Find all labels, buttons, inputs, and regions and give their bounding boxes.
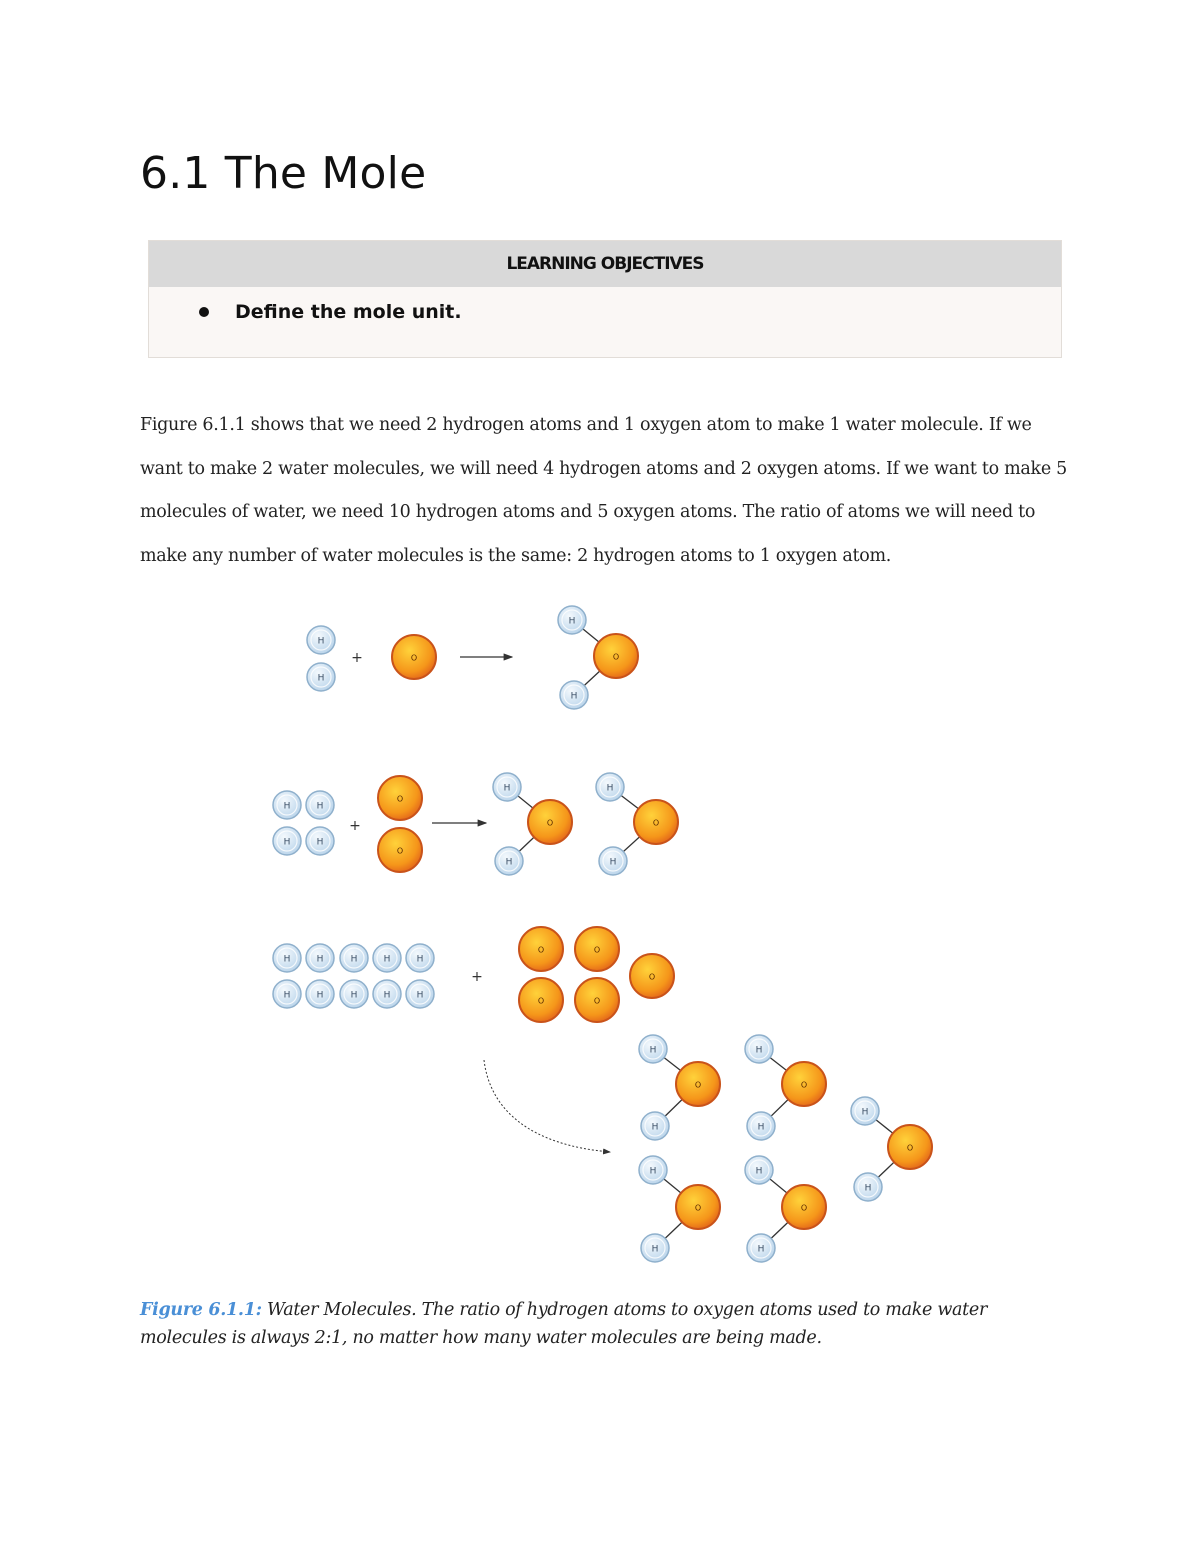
hydrogen-atom bbox=[493, 773, 521, 801]
oxygen-symbol: O bbox=[800, 1203, 808, 1213]
hydrogen-symbol: H bbox=[350, 990, 358, 1001]
oxygen-atom bbox=[782, 1062, 826, 1106]
hydrogen-atom bbox=[641, 1234, 669, 1262]
water-molecules-figure bbox=[0, 590, 1200, 1270]
plus-sign: + bbox=[471, 969, 483, 985]
reaction-arrow bbox=[484, 1060, 610, 1152]
oxygen-symbol: O bbox=[593, 996, 601, 1006]
hydrogen-atom bbox=[307, 626, 335, 654]
oxygen-symbol: O bbox=[612, 652, 620, 662]
figure-caption bbox=[140, 1296, 1070, 1352]
hydrogen-atom bbox=[851, 1097, 879, 1125]
body-paragraph: Figure 6.1.1 shows that we need 2 hydrogen atoms and 1 oxygen atom to make 1 water molecule. If we want to make 2 water molecules, we will need 4 hydrogen atoms and 2 oxygen atoms. If we want to make 5 molecules of water, we need 10 hydrogen atoms and 5 oxygen atoms. The ratio of atoms we will need to make any number of water molecules is the same: 2 hydrogen atoms to 1 oxygen atom. bbox=[140, 415, 1067, 566]
learning-objective-item bbox=[199, 301, 1061, 323]
learning-objectives-header: LEARNING OBJECTIVES bbox=[149, 241, 1061, 287]
oxygen-symbol: O bbox=[652, 818, 660, 828]
learning-objectives-box bbox=[148, 240, 1062, 358]
hydrogen-atom bbox=[306, 944, 334, 972]
oxygen-symbol: O bbox=[593, 945, 601, 955]
hydrogen-symbol: H bbox=[383, 990, 391, 1001]
oxygen-atom bbox=[888, 1125, 932, 1169]
hydrogen-atom bbox=[560, 681, 588, 709]
learning-objective-text: Define the mole unit. bbox=[235, 301, 462, 323]
hydrogen-symbol: H bbox=[416, 954, 424, 965]
oxygen-atom bbox=[676, 1185, 720, 1229]
hydrogen-atom bbox=[641, 1112, 669, 1140]
hydrogen-atom bbox=[306, 827, 334, 855]
hydrogen-atom bbox=[406, 944, 434, 972]
hydrogen-atom bbox=[273, 791, 301, 819]
hydrogen-atom bbox=[495, 847, 523, 875]
oxygen-atom bbox=[594, 634, 638, 678]
oxygen-atom bbox=[392, 635, 436, 679]
hydrogen-atom bbox=[745, 1156, 773, 1184]
hydrogen-symbol: H bbox=[383, 954, 391, 965]
oxygen-symbol: O bbox=[648, 972, 656, 982]
hydrogen-atom bbox=[273, 827, 301, 855]
hydrogen-symbol: H bbox=[755, 1166, 763, 1177]
hydrogen-atom bbox=[639, 1035, 667, 1063]
hydrogen-atom bbox=[406, 980, 434, 1008]
hydrogen-symbol: H bbox=[316, 990, 324, 1001]
oxygen-atom bbox=[519, 927, 563, 971]
hydrogen-symbol: H bbox=[316, 954, 324, 965]
hydrogen-atom bbox=[599, 847, 627, 875]
hydrogen-symbol: H bbox=[864, 1183, 872, 1194]
figure-caption-label: Figure 6.1.1: bbox=[140, 1300, 262, 1320]
hydrogen-symbol: H bbox=[283, 990, 291, 1001]
hydrogen-symbol: H bbox=[316, 837, 324, 848]
hydrogen-symbol: H bbox=[609, 857, 617, 868]
hydrogen-symbol: H bbox=[283, 837, 291, 848]
figure-caption-text: Water Molecules. The ratio of hydrogen atoms to oxygen atoms used to make water molecules is always 2:1, no matter how many water molecules are being made. bbox=[140, 1300, 988, 1348]
oxygen-symbol: O bbox=[396, 846, 404, 856]
hydrogen-symbol: H bbox=[757, 1122, 765, 1133]
hydrogen-atom bbox=[306, 791, 334, 819]
hydrogen-atom bbox=[745, 1035, 773, 1063]
oxygen-atom bbox=[528, 800, 572, 844]
hydrogen-symbol: H bbox=[649, 1166, 657, 1177]
hydrogen-atom bbox=[639, 1156, 667, 1184]
hydrogen-atom bbox=[340, 944, 368, 972]
hydrogen-atom bbox=[747, 1234, 775, 1262]
oxygen-symbol: O bbox=[800, 1080, 808, 1090]
hydrogen-symbol: H bbox=[505, 857, 513, 868]
plus-sign: + bbox=[351, 650, 363, 666]
oxygen-symbol: O bbox=[410, 653, 418, 663]
bullet-icon bbox=[199, 307, 209, 317]
hydrogen-symbol: H bbox=[316, 801, 324, 812]
oxygen-symbol: O bbox=[694, 1203, 702, 1213]
oxygen-symbol: O bbox=[546, 818, 554, 828]
hydrogen-symbol: H bbox=[350, 954, 358, 965]
hydrogen-symbol: H bbox=[755, 1045, 763, 1056]
hydrogen-atom bbox=[273, 944, 301, 972]
hydrogen-symbol: H bbox=[861, 1107, 869, 1118]
hydrogen-symbol: H bbox=[503, 783, 511, 794]
hydrogen-atom bbox=[306, 980, 334, 1008]
hydrogen-symbol: H bbox=[570, 691, 578, 702]
hydrogen-atom bbox=[558, 606, 586, 634]
plus-sign: + bbox=[349, 818, 361, 834]
hydrogen-atom bbox=[747, 1112, 775, 1140]
hydrogen-atom bbox=[340, 980, 368, 1008]
page-title: 6.1 The Mole bbox=[140, 148, 427, 199]
oxygen-symbol: O bbox=[537, 945, 545, 955]
hydrogen-symbol: H bbox=[649, 1045, 657, 1056]
hydrogen-symbol: H bbox=[283, 954, 291, 965]
learning-objectives-list bbox=[149, 287, 1061, 323]
hydrogen-symbol: H bbox=[568, 616, 576, 627]
oxygen-atom bbox=[782, 1185, 826, 1229]
oxygen-atom bbox=[676, 1062, 720, 1106]
oxygen-atom bbox=[630, 954, 674, 998]
oxygen-atom bbox=[575, 978, 619, 1022]
hydrogen-atom bbox=[854, 1173, 882, 1201]
hydrogen-symbol: H bbox=[651, 1122, 659, 1133]
oxygen-symbol: O bbox=[396, 794, 404, 804]
hydrogen-atom bbox=[273, 980, 301, 1008]
oxygen-atom bbox=[519, 978, 563, 1022]
hydrogen-atom bbox=[596, 773, 624, 801]
hydrogen-symbol: H bbox=[416, 990, 424, 1001]
oxygen-symbol: O bbox=[694, 1080, 702, 1090]
hydrogen-symbol: H bbox=[606, 783, 614, 794]
hydrogen-atom bbox=[307, 663, 335, 691]
oxygen-atom bbox=[378, 828, 422, 872]
hydrogen-atom bbox=[373, 944, 401, 972]
oxygen-symbol: O bbox=[906, 1143, 914, 1153]
oxygen-atom bbox=[378, 776, 422, 820]
bonds-layer bbox=[507, 620, 910, 1248]
oxygen-symbol: O bbox=[537, 996, 545, 1006]
hydrogen-symbol: H bbox=[651, 1244, 659, 1255]
oxygen-atom bbox=[575, 927, 619, 971]
hydrogen-symbol: H bbox=[283, 801, 291, 812]
oxygen-atom bbox=[634, 800, 678, 844]
atoms-layer bbox=[273, 606, 932, 1262]
hydrogen-atom bbox=[373, 980, 401, 1008]
hydrogen-symbol: H bbox=[757, 1244, 765, 1255]
hydrogen-symbol: H bbox=[317, 636, 325, 647]
hydrogen-symbol: H bbox=[317, 673, 325, 684]
